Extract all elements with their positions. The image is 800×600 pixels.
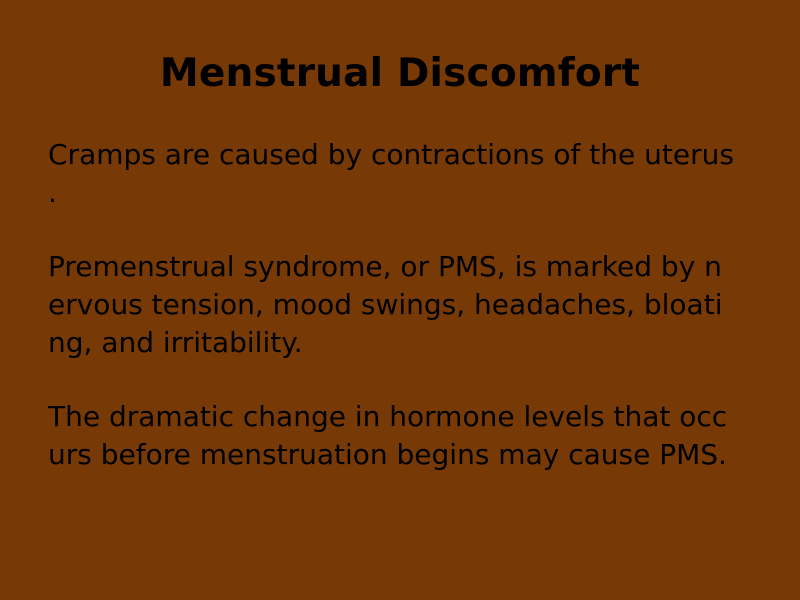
paragraph-line: Cramps are caused by contractions of the uterus <box>48 138 734 171</box>
paragraph-line: Premenstrual syndrome, or PMS, is marked by n <box>48 250 722 283</box>
paragraph-cramps <box>48 136 760 212</box>
paragraph-line: urs before menstruation begins may cause PMS. <box>48 438 727 471</box>
paragraph-line: . <box>48 176 57 209</box>
paragraph-line: ng, and irritability. <box>48 326 303 359</box>
paragraph-hormones <box>48 398 760 474</box>
paragraph-pms <box>48 248 760 362</box>
slide-title: Menstrual Discomfort <box>159 51 641 96</box>
paragraph-line: The dramatic change in hormone levels that occ <box>48 400 728 433</box>
slide-body <box>48 136 760 510</box>
paragraph-line: ervous tension, mood swings, headaches, bloati <box>48 288 723 321</box>
